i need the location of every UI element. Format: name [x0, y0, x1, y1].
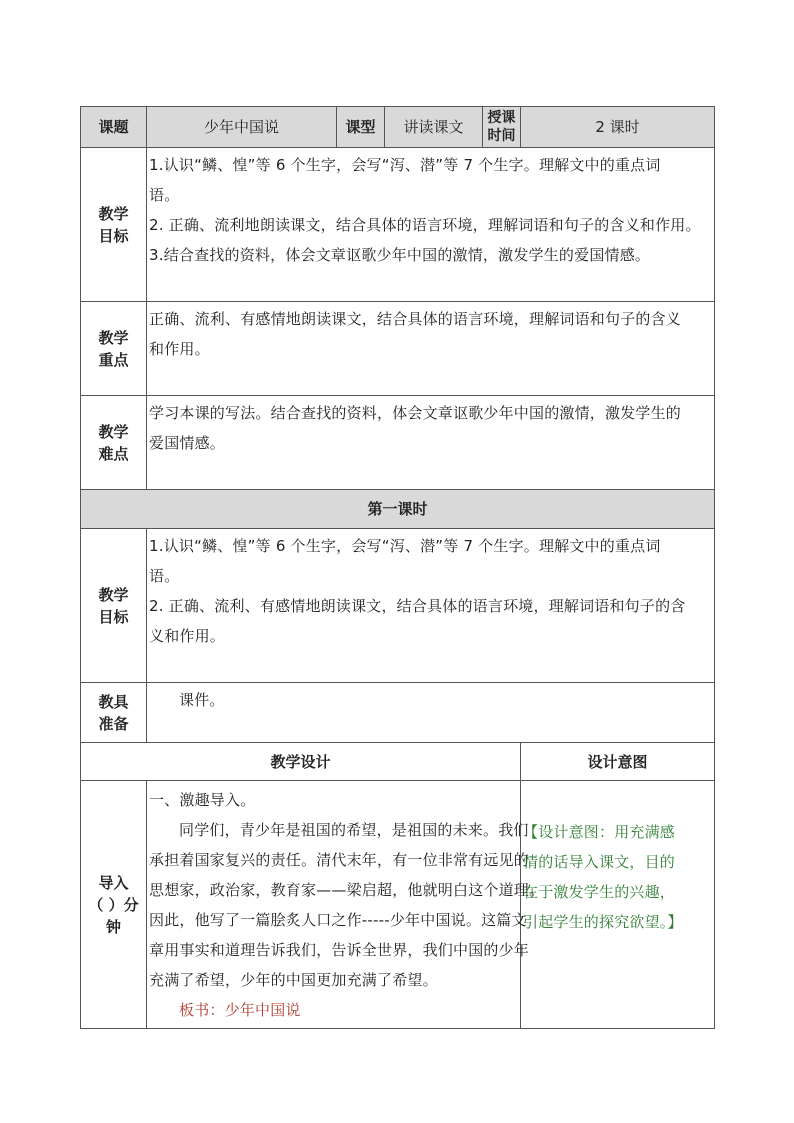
- text-line: 义和作用。: [149, 627, 226, 645]
- type-label: 课型: [337, 107, 385, 148]
- intent-line: 情的话导入课文，目的: [523, 853, 676, 871]
- intent-line: 在于激发学生的兴趣，: [523, 883, 676, 901]
- text-line: 章用事实和道理告诉我们，告诉全世界，我们中国的少年: [149, 941, 530, 959]
- difficulties-row: [81, 396, 715, 490]
- text-line: 因此，他写了一篇脍炙人口之作-----少年中国说。这篇文: [149, 911, 527, 929]
- text-line: 1.认识“鳞、惶”等 6 个生字，会写“泻、潜”等 7 个生字。理解文中的重点词: [149, 537, 661, 555]
- label-line: 目标: [98, 607, 129, 626]
- goals-row: [81, 148, 715, 302]
- lesson-goals-label: [81, 529, 147, 683]
- design-header-left: 教学设计: [81, 743, 521, 781]
- topic-label: 课题: [81, 107, 147, 148]
- lesson-plan-table: [80, 106, 715, 1029]
- design-header-right: 设计意图: [521, 743, 715, 781]
- topic-value: 少年中国说: [147, 107, 337, 148]
- tools-content: 课件。: [147, 683, 715, 743]
- text-line: 和作用。: [149, 340, 210, 358]
- board-note: 板书：少年中国说: [179, 1001, 301, 1019]
- section-title-row: [81, 490, 715, 529]
- time-label-line: 时间: [487, 128, 516, 144]
- text-line: 1.认识“鳞、惶”等 6 个生字，会写“泻、潜”等 7 个生字。理解文中的重点词: [149, 156, 661, 174]
- tools-row: [81, 683, 715, 743]
- label-line: 教学: [98, 585, 129, 604]
- label-line: 钟: [105, 917, 121, 936]
- text-line: 语。: [149, 186, 180, 204]
- label-line: 准备: [98, 714, 129, 733]
- label-line: 目标: [98, 226, 129, 245]
- intro-label: [81, 781, 147, 1029]
- key-points-row: [81, 302, 715, 396]
- text-line: 2. 正确、流利地朗读课文，结合具体的语言环境，理解词语和句子的含义和作用。: [149, 216, 701, 234]
- label-line: 难点: [98, 444, 129, 463]
- key-points-label: [81, 302, 147, 396]
- time-label-line: 授课: [487, 110, 516, 126]
- text-line: 爱国情感。: [149, 434, 226, 452]
- tools-label: [81, 683, 147, 743]
- text-line: 语。: [149, 567, 180, 585]
- difficulties-content: [147, 396, 715, 490]
- intro-row: [81, 781, 715, 1029]
- goals-label: [81, 148, 147, 302]
- label-line: （ ）分: [88, 895, 139, 914]
- intro-heading: 一、激趣导入。: [149, 791, 256, 809]
- text-line: 承担着国家复兴的责任。清代末年，有一位非常有远见的: [149, 851, 530, 869]
- label-line: 教学: [98, 422, 129, 441]
- intro-content: [147, 781, 545, 1029]
- text-line: 3.结合查找的资料，体会文章讴歌少年中国的激情，激发学生的爱国情感。: [149, 246, 651, 264]
- lesson-goals-content: [147, 529, 715, 683]
- label-line: 重点: [98, 350, 129, 369]
- intent-line: 引起学生的探究欲望。】: [523, 913, 683, 931]
- text-line: 学习本课的写法。结合查找的资料，体会文章讴歌少年中国的激情，激发学生的: [149, 404, 682, 422]
- label-line: 教学: [98, 204, 129, 223]
- text-line: 2. 正确、流利、有感情地朗读课文，结合具体的语言环境，理解词语和句子的含: [149, 597, 686, 615]
- design-header-row: [81, 743, 715, 781]
- label-line: 教学: [98, 328, 129, 347]
- key-points-content: [147, 302, 715, 396]
- text-line: 充满了希望，少年的中国更加充满了希望。: [149, 971, 438, 989]
- text-line: 正确、流利、有感情地朗读课文，结合具体的语言环境，理解词语和句子的含义: [149, 310, 682, 328]
- text-line: 同学们，青少年是祖国的希望，是祖国的未来。我们: [179, 821, 529, 839]
- section-title: 第一课时: [81, 490, 715, 529]
- lesson-goals-row: [81, 529, 715, 683]
- lesson-plan-page: [80, 106, 714, 1029]
- time-label: [483, 107, 521, 148]
- type-value: 讲读课文: [385, 107, 483, 148]
- label-line: 教具: [98, 692, 129, 711]
- label-line: 导入: [98, 873, 129, 892]
- text-line: 思想家，政治家，教育家——梁启超，他就明白这个道理。: [149, 881, 545, 899]
- intro-intent: [521, 781, 715, 1029]
- difficulties-label: [81, 396, 147, 490]
- goals-content: [147, 148, 715, 302]
- time-value: 2 课时: [521, 107, 715, 148]
- header-row: [81, 107, 715, 148]
- intent-line: 【设计意图：用充满感: [523, 823, 676, 841]
